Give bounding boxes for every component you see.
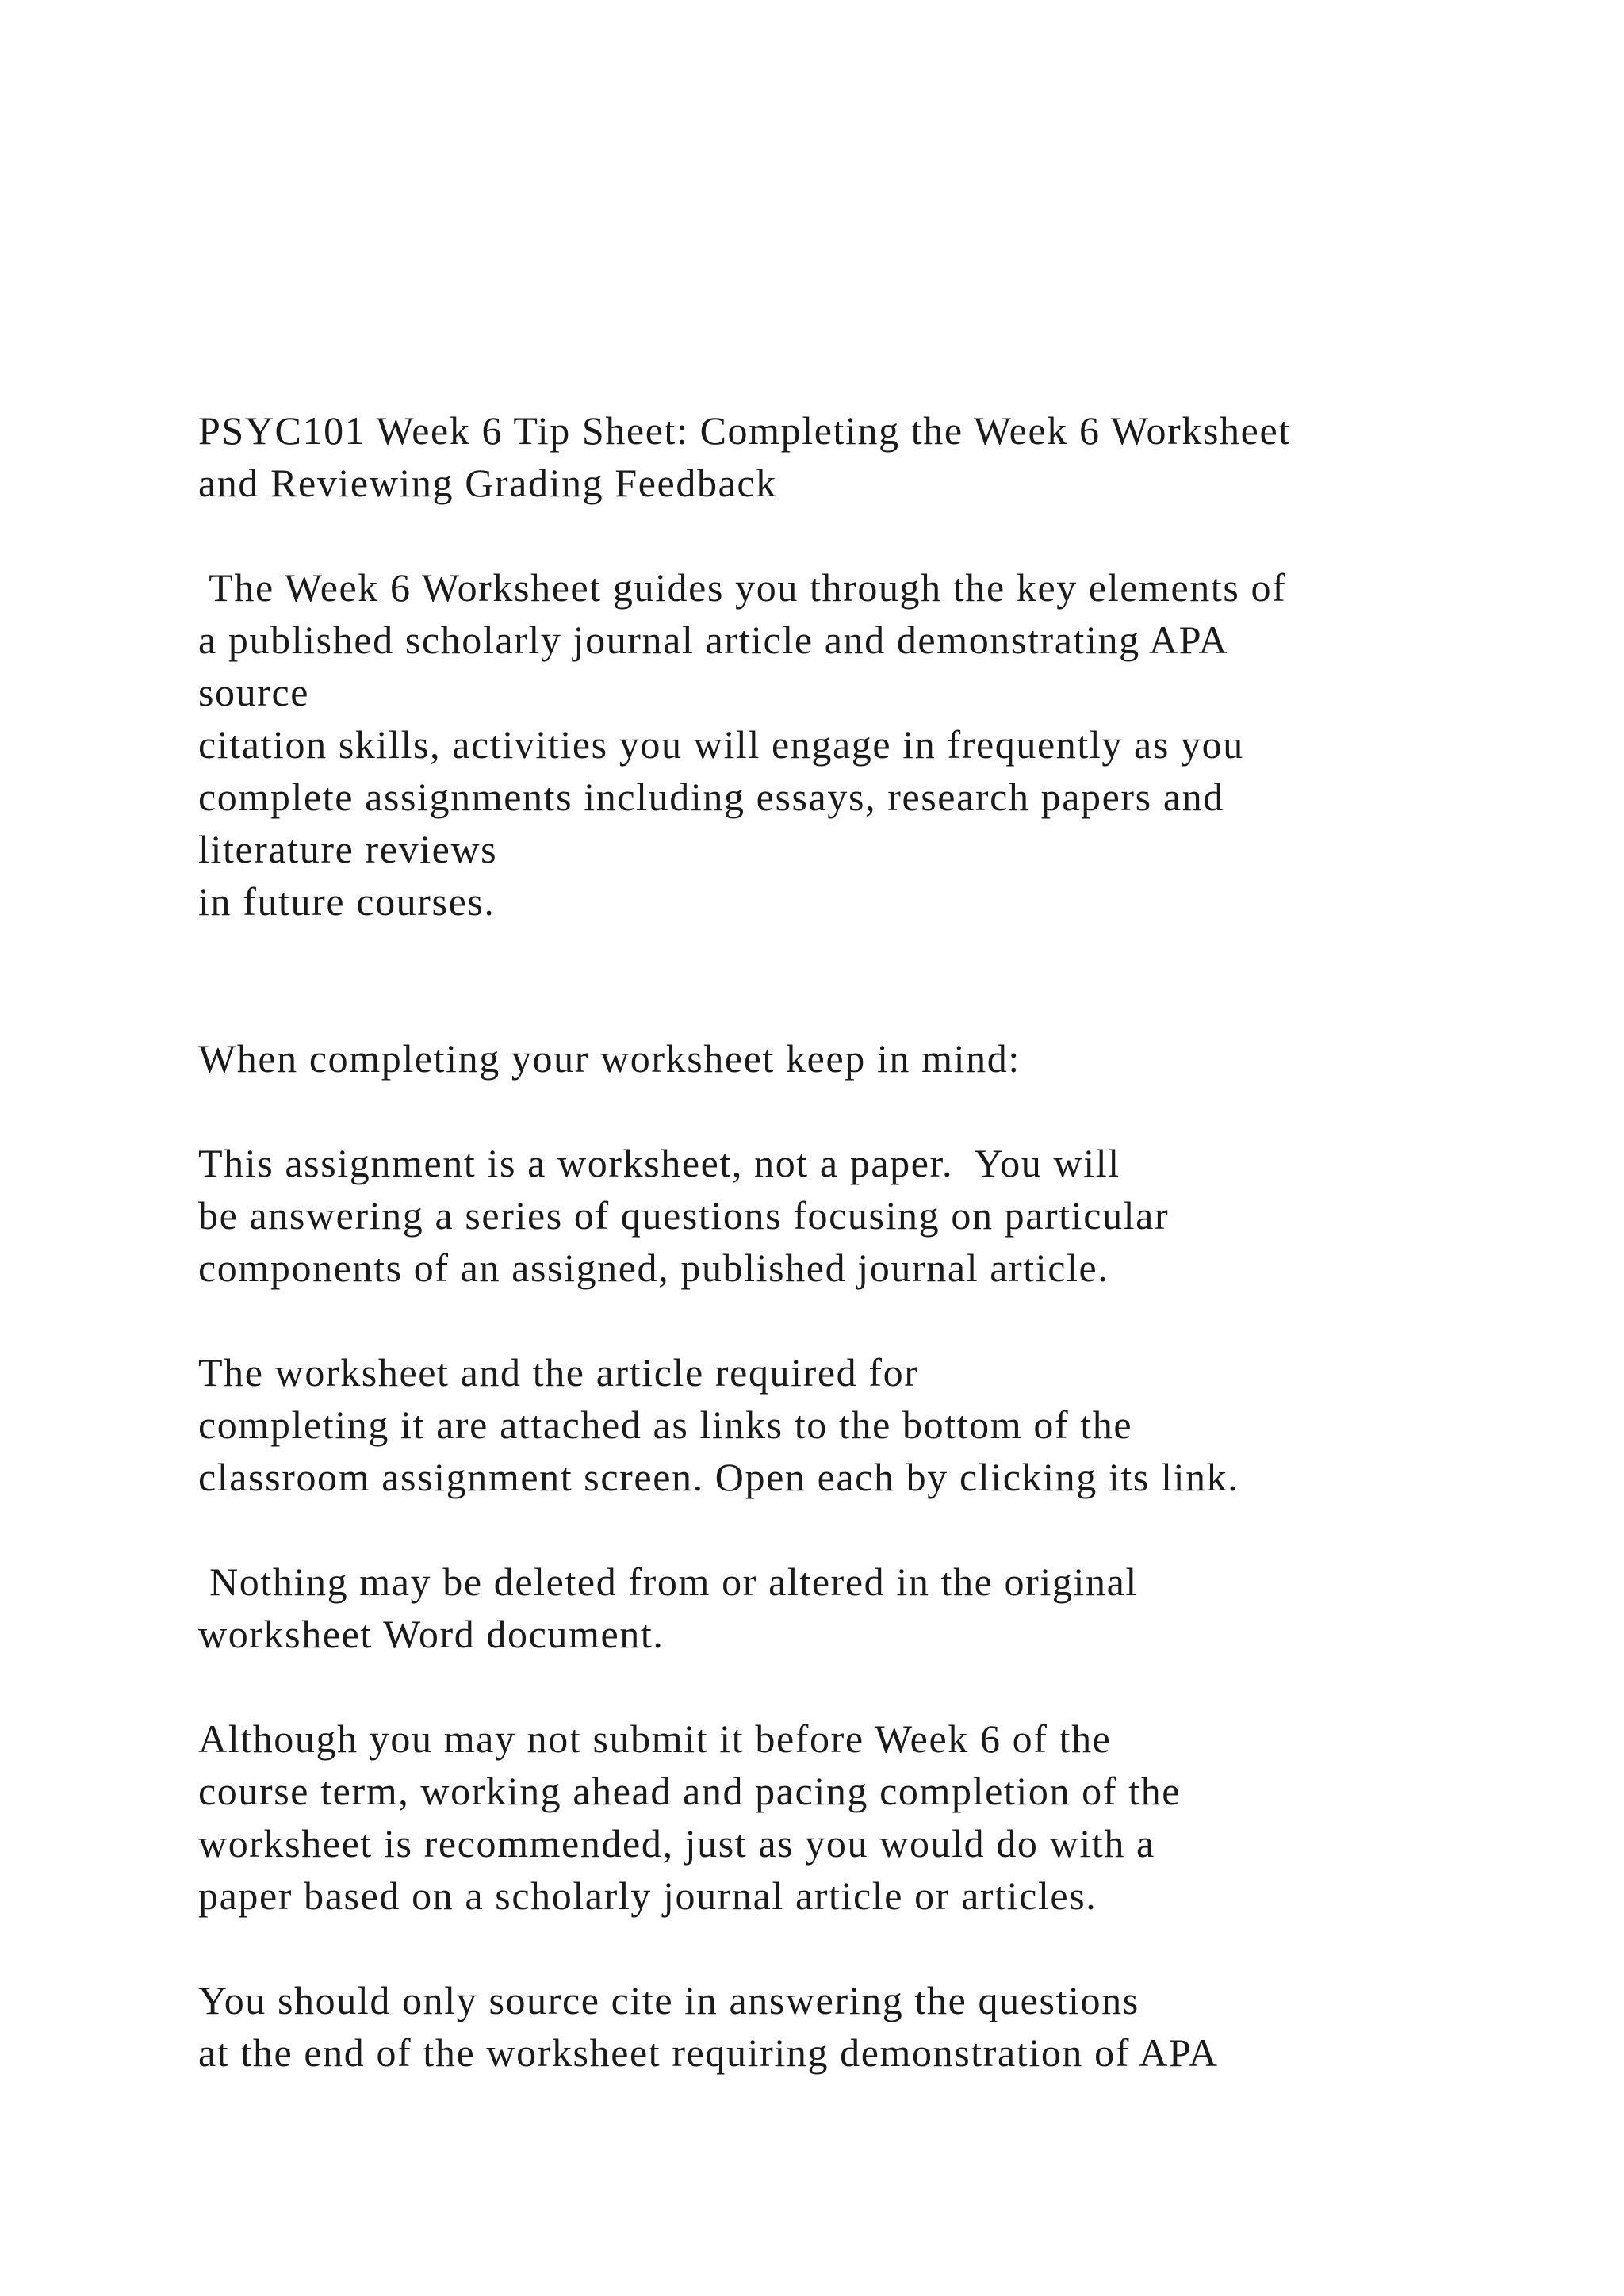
text-line: The worksheet and the article required for: [198, 1350, 919, 1395]
text-line: complete assignments including essays, research papers and: [198, 775, 1224, 819]
tip-paragraph-4: [198, 1712, 1594, 1922]
text-line: worksheet Word document.: [198, 1612, 665, 1656]
keep-in-mind-heading: When completing your worksheet keep in mind:: [198, 1036, 1021, 1081]
paragraph-gap: [198, 509, 1594, 561]
text-line: PSYC101 Week 6 Tip Sheet: Completing the Week 6 Worksheet: [198, 408, 1291, 453]
text-line: citation skills, activities you will engage in frequently as you: [198, 722, 1244, 767]
text-line: course term, working ahead and pacing completion of the: [198, 1769, 1182, 1813]
paragraph-gap: [198, 1922, 1594, 1974]
document-body: [198, 404, 1594, 2079]
text-line: The Week 6 Worksheet guides you through the key elements of: [198, 565, 1287, 610]
paragraph-gap: [198, 1294, 1594, 1346]
text-line: and Reviewing Grading Feedback: [198, 461, 777, 505]
tip-paragraph-2: [198, 1346, 1594, 1503]
tip-paragraph-3: [198, 1556, 1594, 1660]
text-line: a published scholarly journal article and demonstrating APA: [198, 618, 1229, 662]
text-line: completing it are attached as links to the bottom of the: [198, 1402, 1133, 1447]
document-title: [198, 404, 1594, 509]
paragraph-gap: [198, 928, 1594, 1032]
text-line: in future courses.: [198, 879, 496, 924]
tip-paragraph-1: [198, 1137, 1594, 1294]
intro-paragraph: [198, 561, 1594, 928]
text-line: worksheet is recommended, just as you would do with a: [198, 1821, 1155, 1866]
paragraph-gap: [198, 1503, 1594, 1556]
text-line: source: [198, 670, 310, 714]
text-line: literature reviews: [198, 827, 498, 871]
paragraph-gap: [198, 1085, 1594, 1137]
text-line: paper based on a scholarly journal article or articles.: [198, 1873, 1097, 1918]
text-line: You should only source cite in answering the questions: [198, 1978, 1139, 2022]
text-line: be answering a series of questions focusing on particular: [198, 1193, 1170, 1238]
text-line: classroom assignment screen. Open each by clicking its link.: [198, 1455, 1239, 1499]
text-line: components of an assigned, published journal article.: [198, 1246, 1109, 1290]
text-line: Nothing may be deleted from or altered in the original: [198, 1559, 1138, 1604]
text-line: Although you may not submit it before Week 6 of the: [198, 1716, 1112, 1761]
tip-paragraph-5: [198, 1974, 1594, 2079]
paragraph-gap: [198, 1660, 1594, 1712]
text-line: at the end of the worksheet requiring demonstration of APA: [198, 2030, 1219, 2075]
text-line: This assignment is a worksheet, not a paper. You will: [198, 1141, 1120, 1185]
